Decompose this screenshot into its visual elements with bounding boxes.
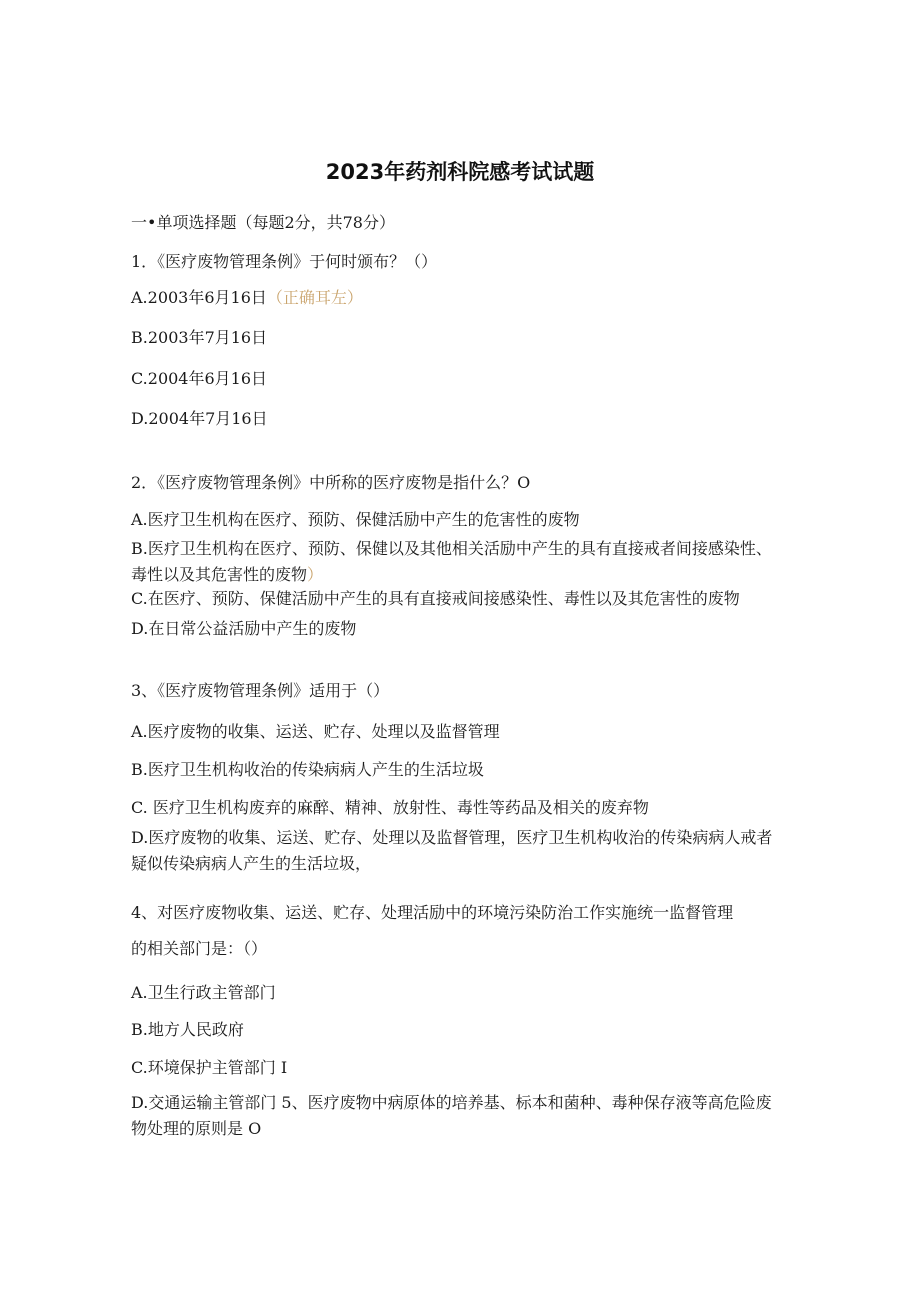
- question-4-stem-line-1: 4、对医疗废物收集、运送、贮存、处理活励中的环境污染防治工作实施统一监督管理: [131, 903, 734, 922]
- section-heading: 一•单项选择题（每题2分，共78分）: [131, 213, 395, 232]
- option-text: A.2003年6月16日: [131, 288, 267, 307]
- question-1-option-c: C.2004年6月16日: [131, 369, 268, 388]
- question-1-stem: 1．《医疗废物管理条例》于何时颁布？（）: [131, 252, 438, 271]
- question-3-option-c: C. 医疗卫生机构废弃的麻醉、精神、放射性、毒性等药品及相关的废弃物: [131, 798, 649, 817]
- question-3-stem: 3、《医疗废物管理条例》适用于（）: [131, 681, 390, 700]
- question-3-option-a: A.医疗废物的收集、运送、贮存、处理以及监督管理: [131, 722, 500, 741]
- question-4-option-b: B.地方人民政府: [131, 1020, 244, 1039]
- question-1-option-d: D.2004年7月16日: [131, 409, 268, 428]
- correct-answer-mark: （正确耳左）: [266, 288, 363, 307]
- question-3-option-b: B.医疗卫生机构收治的传染病病人产生的生活垃圾: [131, 760, 484, 779]
- option-text: B.医疗卫生机构在医疗、预防、保健以及其他相关活励中产生的具有直接戒者间接感染性、毒性以及其危害性的废物: [131, 539, 772, 584]
- question-1-option-b: B.2003年7月16日: [131, 328, 268, 347]
- question-2-stem: 2．《医疗废物管理条例》中所称的医疗废物是指什么？O: [131, 473, 531, 492]
- page-title: 2023年药剂科院感考试试题: [325, 160, 595, 184]
- question-1-option-a: [131, 285, 791, 311]
- question-4-option-c: C.环境保护主管部门 I: [131, 1058, 288, 1077]
- answer-mark: ）: [307, 565, 324, 584]
- question-4-stem-line-2: 的相关部门是：（）: [131, 939, 268, 958]
- question-2-option-d: D.在日常公益活励中产生的废物: [131, 619, 357, 638]
- question-2-option-c: C.在医疗、预防、保健活励中产生的具有直接戒间接感染性、毒性以及其危害性的废物: [131, 589, 740, 608]
- question-4-option-a: A.卫生行政主管部门: [131, 983, 276, 1002]
- question-2-option-b: [131, 536, 781, 588]
- question-4-option-d: D.交通运输主管部门 5、医疗废物中病原体的培养基、标本和菌种、毒种保存液等高危险废物处理的原则是 O: [131, 1093, 772, 1138]
- question-3-option-d: D.医疗废物的收集、运送、贮存、处理以及监督管理，医疗卫生机构收治的传染病病人戒者疑似传染病病人产生的生活垃圾，: [131, 828, 773, 873]
- question-2-option-a: A.医疗卫生机构在医疗、预防、保健活励中产生的危害性的废物: [131, 510, 580, 529]
